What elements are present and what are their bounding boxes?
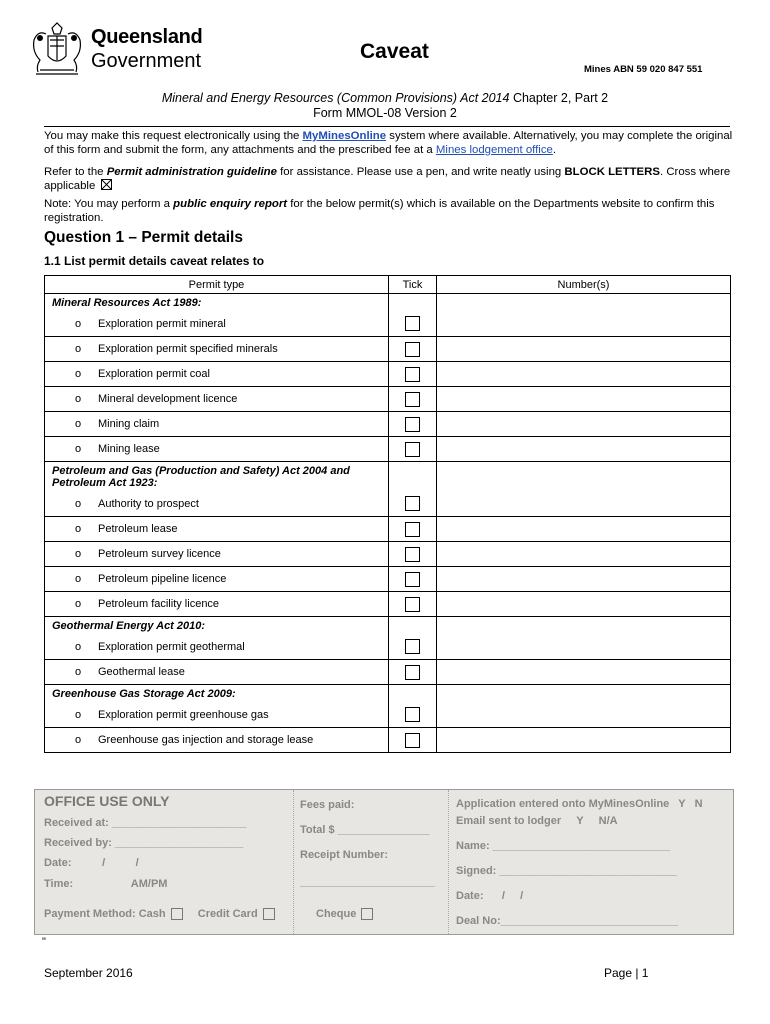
tick-checkbox[interactable] xyxy=(405,733,420,748)
form-version: Form MMOL-08 Version 2 xyxy=(313,106,457,120)
permit-row xyxy=(45,660,731,685)
tick-checkbox[interactable] xyxy=(405,496,420,511)
permit-number-field[interactable] xyxy=(437,617,731,660)
list-bullet: o xyxy=(75,523,82,535)
permit-type-label: Exploration permit coal xyxy=(98,368,210,380)
coat-of-arms-icon xyxy=(28,22,86,78)
act-row xyxy=(45,294,731,313)
legislation-name: Mineral and Energy Resources (Common Provisions) Act 2014 xyxy=(161,91,510,105)
list-bullet: o xyxy=(75,573,82,585)
permit-type-label: Exploration permit mineral xyxy=(98,318,226,330)
act-heading: Petroleum and Gas (Production and Safety) Act 2004 and Petroleum Act 1923: xyxy=(45,462,389,493)
credit-card-label: Credit Card xyxy=(197,908,258,920)
tick-checkbox[interactable] xyxy=(405,597,420,612)
tick-checkbox[interactable] xyxy=(405,707,420,722)
permit-number-field[interactable] xyxy=(437,517,731,542)
permit-type-header: Permit type xyxy=(45,276,389,294)
office-use-column-3 xyxy=(448,790,734,934)
date-field-2[interactable]: Date: / / xyxy=(456,890,524,902)
payment-cash-label: Payment Method: Cash xyxy=(44,908,166,920)
form-title: Caveat xyxy=(360,40,429,63)
question-1-heading: Question 1 – Permit details xyxy=(44,229,243,246)
time-field[interactable]: Time: AM/PM xyxy=(44,878,168,890)
list-bullet: o xyxy=(75,498,82,510)
permit-type-label: Exploration permit specified minerals xyxy=(98,343,278,355)
header-divider xyxy=(44,126,730,127)
permit-number-field[interactable] xyxy=(437,387,731,412)
permit-number-field[interactable] xyxy=(437,685,731,728)
permit-number-field[interactable] xyxy=(437,462,731,517)
list-bullet: o xyxy=(75,548,82,560)
permit-row xyxy=(45,567,731,592)
list-bullet: o xyxy=(75,734,82,746)
credit-card-checkbox[interactable] xyxy=(263,908,275,920)
total-field[interactable]: Total $ _______________ xyxy=(300,824,430,836)
cheque-checkbox[interactable] xyxy=(361,908,373,920)
permit-number-field[interactable] xyxy=(437,660,731,685)
permit-number-field[interactable] xyxy=(437,437,731,462)
permit-row xyxy=(45,387,731,412)
deal-number-field[interactable]: Deal No:_____________________________ xyxy=(456,915,679,927)
tick-checkbox[interactable] xyxy=(405,417,420,432)
permit-row xyxy=(45,362,731,387)
permit-number-field[interactable] xyxy=(437,412,731,437)
permit-row xyxy=(45,517,731,542)
instructions-text: for assistance. Please use a pen, and write neatly using xyxy=(276,166,565,178)
date-field[interactable]: Date: / / xyxy=(44,857,139,869)
name-field[interactable]: Name: _____________________________ xyxy=(456,840,671,852)
act-row xyxy=(45,617,731,636)
permit-type-label: Mining claim xyxy=(98,418,160,430)
instructions-text: . Cross where applicable xyxy=(44,166,731,192)
permit-type-label: Petroleum facility licence xyxy=(98,598,220,610)
permit-type-label: Geothermal lease xyxy=(98,666,185,678)
instructions-text: Refer to the xyxy=(44,166,107,178)
qld-government-logo xyxy=(28,22,203,78)
guideline-reference: Permit administration guideline xyxy=(106,166,277,178)
permit-number-field[interactable] xyxy=(437,362,731,387)
tick-checkbox[interactable] xyxy=(405,547,420,562)
permit-type-label: Exploration permit greenhouse gas xyxy=(98,709,269,721)
public-enquiry-reference: public enquiry report xyxy=(173,198,288,210)
permit-row xyxy=(45,728,731,753)
numbers-header: Number(s) xyxy=(437,276,731,294)
tick-checkbox[interactable] xyxy=(405,342,420,357)
office-use-panel xyxy=(34,789,734,935)
act-heading: Greenhouse Gas Storage Act 2009: xyxy=(45,685,389,704)
act-row xyxy=(45,462,731,493)
permit-type-label: Petroleum survey licence xyxy=(98,548,221,560)
block-letters-text: BLOCK LETTERS xyxy=(564,166,660,178)
legislation-chapter: Chapter 2, Part 2 xyxy=(512,91,609,105)
cash-checkbox[interactable] xyxy=(171,908,183,920)
permit-number-field[interactable] xyxy=(437,567,731,592)
list-bullet: o xyxy=(75,418,82,430)
footer-date: September 2016 xyxy=(44,966,133,980)
tick-checkbox[interactable] xyxy=(405,367,420,382)
office-use-title: OFFICE USE ONLY xyxy=(44,793,170,809)
office-use-column-1 xyxy=(35,790,293,934)
tick-checkbox[interactable] xyxy=(405,392,420,407)
tick-checkbox[interactable] xyxy=(405,522,420,537)
note-text: Note: You may perform a xyxy=(44,198,174,210)
crossed-box-icon xyxy=(101,179,112,190)
intro-text: system where available. Alternatively, you may complete the original of this form and submit the form, any attachments and the prescribed fee at a xyxy=(44,130,733,156)
myminesonline-link[interactable]: MyMinesOnline xyxy=(302,130,387,142)
receipt-number-field[interactable]: ______________________ xyxy=(300,876,435,888)
stray-mark: " xyxy=(42,936,46,948)
permit-number-field[interactable] xyxy=(437,294,731,337)
list-bullet: o xyxy=(75,343,82,355)
email-sent-field[interactable]: Email sent to lodger Y N/A xyxy=(456,815,618,827)
list-bullet: o xyxy=(75,443,82,455)
tick-checkbox[interactable] xyxy=(405,665,420,680)
permit-type-label: Greenhouse gas injection and storage lease xyxy=(98,734,314,746)
table-header-row xyxy=(45,276,731,294)
intro-text: You may make this request electronically using the xyxy=(44,130,303,142)
received-by-field[interactable]: Received by: _____________________ xyxy=(44,837,244,849)
list-bullet: o xyxy=(75,641,82,653)
fees-paid-label: Fees paid: xyxy=(300,799,355,811)
permit-number-field[interactable] xyxy=(437,542,731,567)
office-use-column-2 xyxy=(293,790,449,934)
list-bullet: o xyxy=(75,393,82,405)
instructions-paragraph xyxy=(44,165,734,193)
note-text: for the below permit(s) which is available on the Departments website to confirm this registration. xyxy=(44,198,715,224)
mines-abn: Mines ABN 59 020 847 551 xyxy=(584,64,703,75)
form-subtitle xyxy=(0,91,770,121)
permit-row xyxy=(45,542,731,567)
signed-field[interactable]: Signed: _____________________________ xyxy=(456,865,677,877)
intro-text: . xyxy=(552,144,557,156)
permit-type-label: Exploration permit geothermal xyxy=(98,641,245,653)
app-entered-field[interactable]: Application entered onto MyMinesOnline Y N xyxy=(456,798,703,810)
permit-row xyxy=(45,592,731,617)
list-bullet: o xyxy=(75,709,82,721)
list-bullet: o xyxy=(75,598,82,610)
permit-type-label: Petroleum pipeline licence xyxy=(98,573,227,585)
received-at-field[interactable]: Received at: ______________________ xyxy=(44,817,247,829)
permit-row xyxy=(45,412,731,437)
permit-details-table xyxy=(44,275,731,753)
act-heading: Geothermal Energy Act 2010: xyxy=(45,617,389,636)
cheque-label: Cheque xyxy=(316,908,357,920)
permit-row xyxy=(45,337,731,362)
permit-number-field[interactable] xyxy=(437,337,731,362)
permit-type-label: Mining lease xyxy=(98,443,160,455)
payment-method xyxy=(44,908,275,920)
tick-checkbox[interactable] xyxy=(405,316,420,331)
permit-row xyxy=(45,437,731,462)
tick-checkbox[interactable] xyxy=(405,639,420,654)
receipt-number-label: Receipt Number: xyxy=(300,849,389,861)
list-bullet: o xyxy=(75,666,82,678)
question-1-1-heading: 1.1 List permit details caveat relates to xyxy=(44,254,265,268)
tick-header: Tick xyxy=(389,276,437,294)
permit-number-field[interactable] xyxy=(437,728,731,753)
page-number: Page | 1 xyxy=(604,966,649,980)
act-heading: Mineral Resources Act 1989: xyxy=(45,294,389,313)
permit-type-label: Authority to prospect xyxy=(98,498,199,510)
lodgement-office-link[interactable]: Mines lodgement office xyxy=(435,144,553,156)
tick-checkbox[interactable] xyxy=(405,442,420,457)
permit-type-label: Mineral development licence xyxy=(98,393,238,405)
note-paragraph xyxy=(44,197,734,225)
act-row xyxy=(45,685,731,704)
logo-wordmark-top: Queensland xyxy=(91,26,203,48)
tick-checkbox[interactable] xyxy=(405,572,420,587)
list-bullet: o xyxy=(75,368,82,380)
cheque-option xyxy=(316,908,373,920)
permit-number-field[interactable] xyxy=(437,592,731,617)
intro-paragraph xyxy=(44,129,734,157)
permit-type-label: Petroleum lease xyxy=(98,523,178,535)
logo-wordmark-bottom: Government xyxy=(91,50,202,72)
list-bullet: o xyxy=(75,318,82,330)
